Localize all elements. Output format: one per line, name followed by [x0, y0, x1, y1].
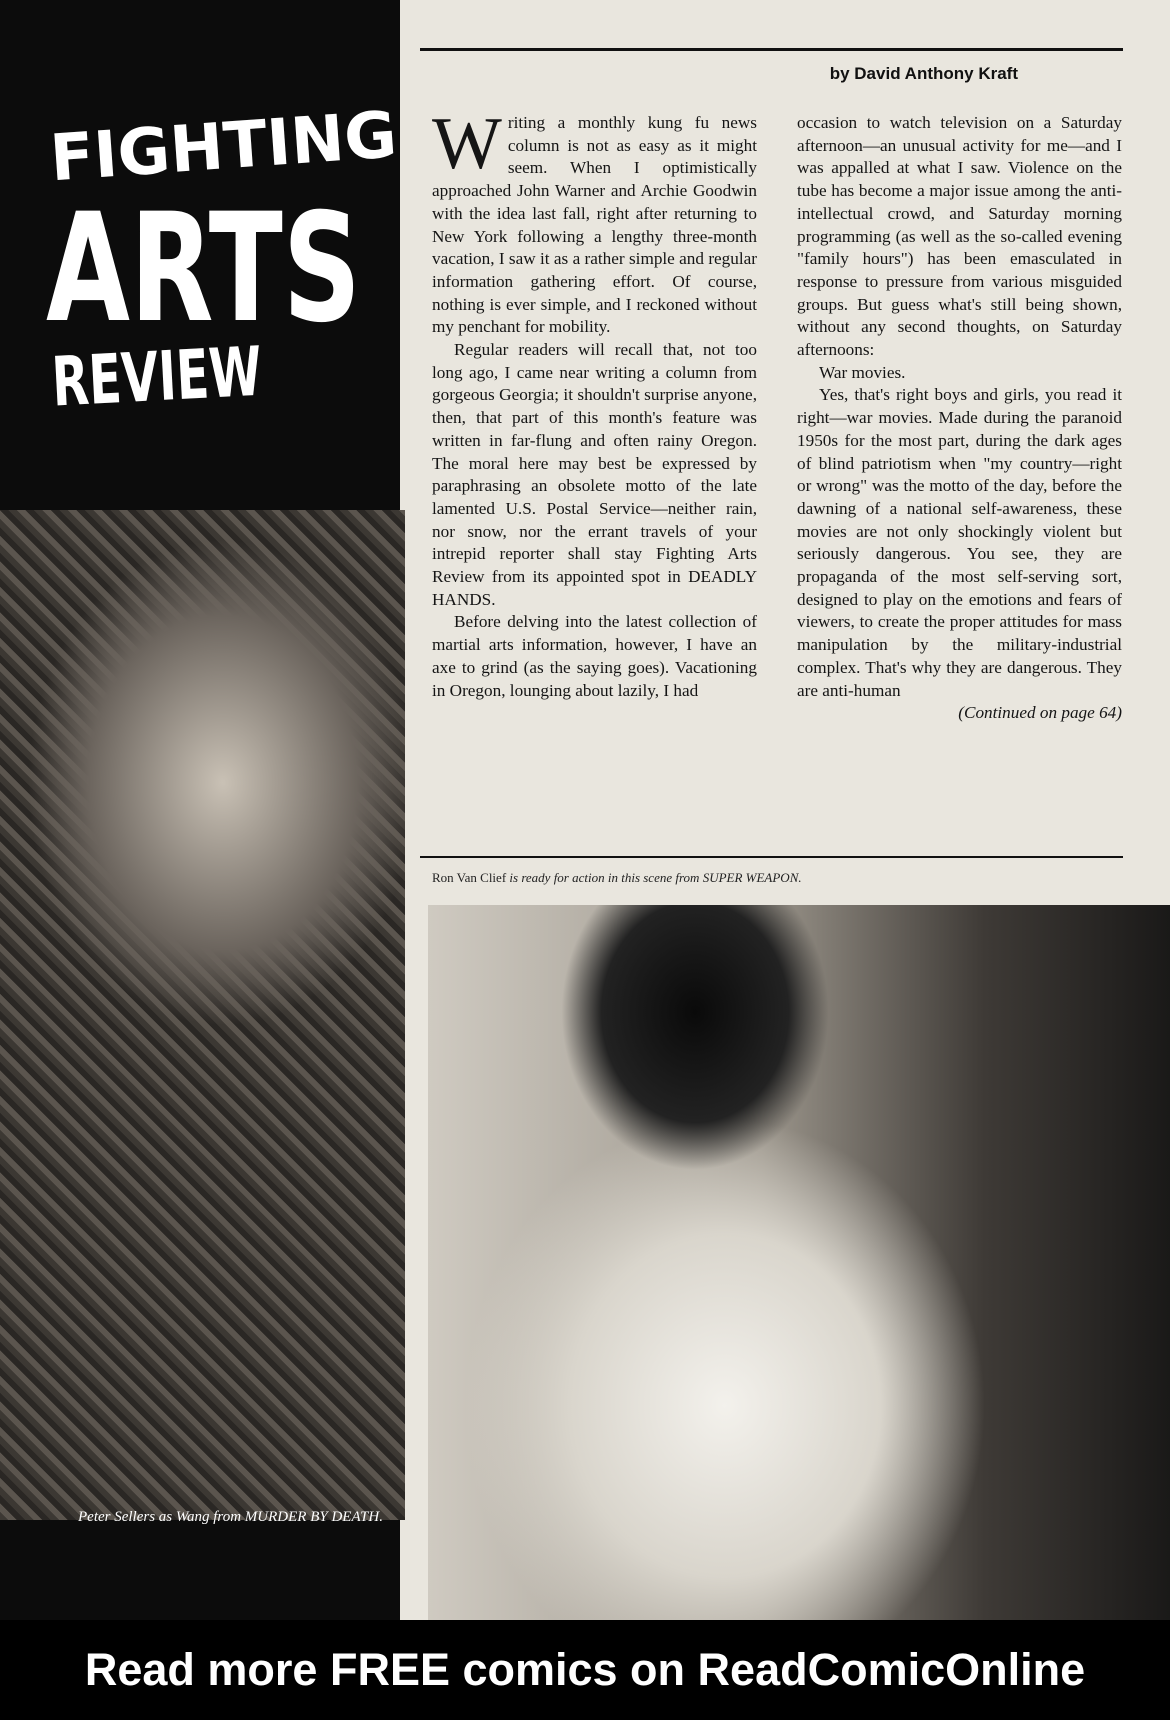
paragraph: Before delving into the latest collection of martial arts information, however, I have an axe to grind (as the saying goes). Vacationing in Oregon, lounging about lazily, I had: [432, 612, 757, 700]
left-black-panel: [0, 0, 400, 1620]
peter-sellers-photo: [0, 510, 405, 1520]
column-1: [432, 103, 757, 725]
ron-van-clief-photo: [428, 905, 1170, 1620]
masthead-line2: ARTS: [46, 182, 361, 356]
paragraph: Regular readers will recall that, not too long ago, I came near writing a column from gorgeous Georgia; it shouldn't surprise anyone, then, that part of this month's feature was written in far-flung and often rainy Oregon. The moral here may best be expressed by paraphrasing an obsolete motto of the late lamented U.S. Postal Service—neither rain, nor snow, nor the errant travels of your intrepid reporter shall stay Fighting Arts Review from its appointed spot in DEADLY HANDS.: [432, 340, 757, 609]
top-rule: [420, 48, 1123, 51]
caption-name: Ron Van Clief: [432, 870, 507, 885]
continued-note: (Continued on page 64): [958, 703, 1122, 723]
byline: by David Anthony Kraft: [829, 64, 1018, 83]
paragraph: occasion to watch television on a Saturday afternoon—an unusual activity for me—and I was appalled at what I saw. Violence on the tube has become a major issue among the anti-intellectual crowd, and Saturday morning programming (as well as the so-called evening "family hours") has been emasculated in response to pressure from various misguided groups. But guess what's still being shown, without any second thoughts, on Saturday afternoons:: [797, 113, 1122, 360]
paragraph: Yes, that's right boys and girls, you read it right—war movies. Made during the paranoid 1950s for the most part, during the dark ages of blind patriotism when "my country—right or wrong" was the motto of the day, before the dawning of a national self-awareness, these movies are not only shockingly violent but seriously dangerous. You see, they are propaganda of the most self-serving sort, designed to play on the emotions and fears of viewers, to create the proper attitudes for mass manipulation by the military-industrial complex. That's why they are dangerous. They are anti-human: [797, 385, 1122, 700]
masthead-logo: [40, 70, 400, 470]
drop-cap: W: [432, 103, 502, 185]
caption-text: is ready for action in this scene from SUPER WEAPON.: [506, 870, 802, 885]
masthead-line3: REVIEW: [49, 328, 352, 423]
left-photo-caption: Peter Sellers as Wang from MURDER BY DEATH.: [78, 1509, 383, 1525]
paragraph-text: riting a monthly kung fu news column is not as easy as it might seem. When I optimistically approached John Warner and Archie Goodwin with the idea last fall, right after returning to New York following a lengthy three-month vacation, I saw it as a rather simple and regular information gathering effort. Of course, nothing is ever simple, and I reckoned without my penchant for mobility.: [432, 113, 757, 337]
paragraph: [432, 103, 757, 339]
column-2: [797, 112, 1122, 725]
promo-banner[interactable]: [0, 1620, 1170, 1720]
banner-text[interactable]: Read more FREE comics on ReadComicOnline: [84, 1644, 1086, 1695]
paragraph: War movies.: [819, 362, 906, 382]
article-columns: [432, 103, 1122, 725]
right-photo-caption: [432, 870, 1122, 886]
masthead-line1: FIGHTING: [47, 98, 400, 197]
middle-rule: [420, 856, 1123, 858]
